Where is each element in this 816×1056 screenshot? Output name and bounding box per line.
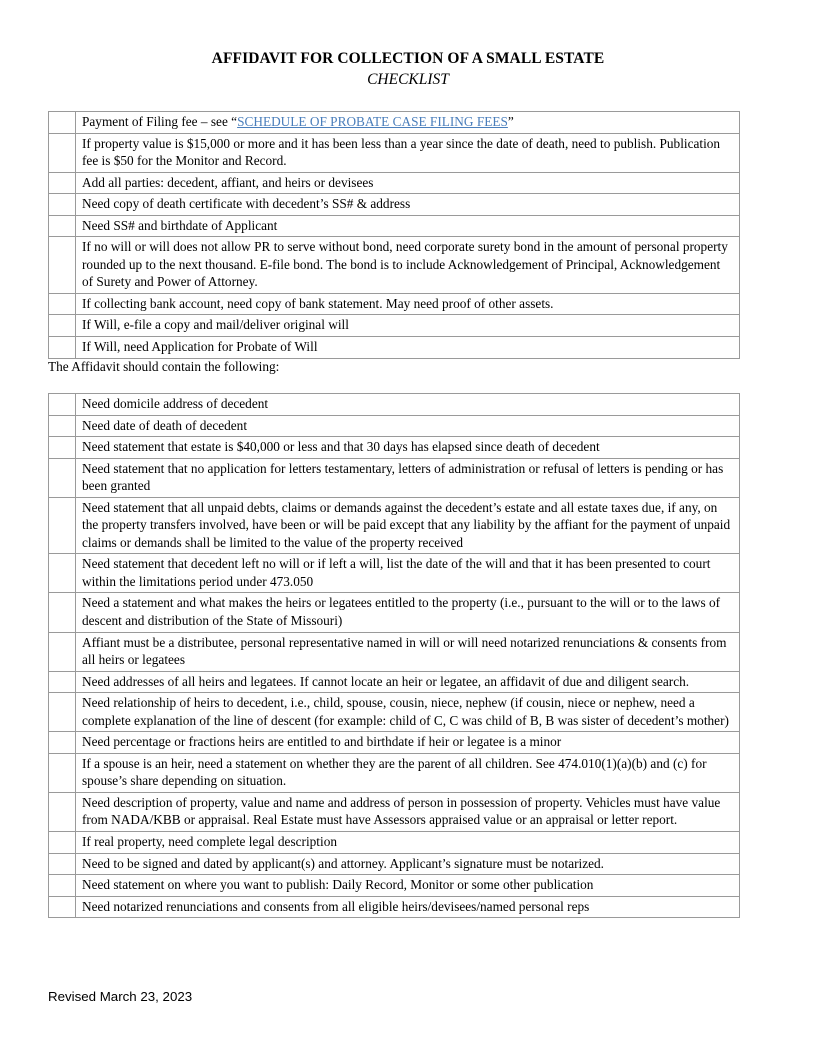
table-row (49, 415, 740, 437)
table-row (49, 133, 740, 172)
table-row (49, 593, 740, 632)
checklist-item-text: If property value is $15,000 or more and it has been less than a year since the date of death, need to publish. Publication fee is $50 for the Monitor and Record. (76, 133, 740, 172)
checklist-item-text: Need copy of death certificate with decedent’s SS# & address (76, 194, 740, 216)
filing-checklist-table (48, 111, 740, 359)
table-row (49, 112, 740, 134)
table-row (49, 497, 740, 554)
table-row (49, 896, 740, 918)
checkbox-cell[interactable] (49, 237, 76, 294)
table-row (49, 693, 740, 732)
checkbox-cell[interactable] (49, 753, 76, 792)
table-row (49, 293, 740, 315)
checklist-item-text: If a spouse is an heir, need a statement on whether they are the parent of all children. See 474.010(1)(a)(b) and (c) for spouse’s share depending on situation. (76, 753, 740, 792)
table-row (49, 315, 740, 337)
checkbox-cell[interactable] (49, 832, 76, 854)
checkbox-cell[interactable] (49, 875, 76, 897)
checklist-item-text: Need statement that no application for letters testamentary, letters of administration or refusal of letters is pending or has been granted (76, 458, 740, 497)
table-row (49, 237, 740, 294)
checkbox-cell[interactable] (49, 732, 76, 754)
checklist-item-text: Need domicile address of decedent (76, 394, 740, 416)
checkbox-cell[interactable] (49, 112, 76, 134)
checkbox-cell[interactable] (49, 671, 76, 693)
probate-fee-schedule-link[interactable]: SCHEDULE OF PROBATE CASE FILING FEES (237, 114, 508, 129)
checkbox-cell[interactable] (49, 194, 76, 216)
checklist-item-text: If Will, e-file a copy and mail/deliver original will (76, 315, 740, 337)
table-row (49, 394, 740, 416)
checklist-item-text: Need statement that all unpaid debts, claims or demands against the decedent’s estate and all estate taxes due, if any, on the property transfers involved, have been or will be paid except that any liability by the affiant for the payment of unpaid claims or demands shall be limited to the value of the property received (76, 497, 740, 554)
checklist-item-text: Need statement that decedent left no will or if left a will, list the date of the will and that it has been presented to court within the limitations period under 473.050 (76, 554, 740, 593)
filing-checklist-body (49, 112, 740, 359)
checkbox-cell[interactable] (49, 337, 76, 359)
checklist-item-text: Need SS# and birthdate of Applicant (76, 215, 740, 237)
checkbox-cell[interactable] (49, 593, 76, 632)
checkbox-cell[interactable] (49, 415, 76, 437)
affidavit-contents-body (49, 394, 740, 918)
checklist-item-text: Need description of property, value and name and address of person in possession of property. Vehicles must have value from NADA/KBB or appraisal. Real Estate must have Assessors appraised value or an appraisal or letter report. (76, 792, 740, 831)
table-row (49, 792, 740, 831)
checkbox-cell[interactable] (49, 172, 76, 194)
table-row (49, 753, 740, 792)
checklist-item-text: Need date of death of decedent (76, 415, 740, 437)
affidavit-contents-intro: The Affidavit should contain the following: (48, 359, 280, 374)
table-row (49, 632, 740, 671)
affidavit-contents-table (48, 393, 740, 918)
table-row (49, 437, 740, 459)
checklist-item-text: Need statement that estate is $40,000 or less and that 30 days has elapsed since death of decedent (76, 437, 740, 459)
checklist-item-text: If collecting bank account, need copy of bank statement. May need proof of other assets. (76, 293, 740, 315)
checklist-item-text: If Will, need Application for Probate of Will (76, 337, 740, 359)
checkbox-cell[interactable] (49, 315, 76, 337)
checkbox-cell[interactable] (49, 693, 76, 732)
table-row (49, 554, 740, 593)
checkbox-cell[interactable] (49, 497, 76, 554)
table-row (49, 853, 740, 875)
table-row (49, 458, 740, 497)
checklist-item-text: Need percentage or fractions heirs are entitled to and birthdate if heir or legatee is a minor (76, 732, 740, 754)
checkbox-cell[interactable] (49, 437, 76, 459)
checklist-item-text: Need to be signed and dated by applicant(s) and attorney. Applicant’s signature must be notarized. (76, 853, 740, 875)
table-row (49, 215, 740, 237)
checkbox-cell[interactable] (49, 133, 76, 172)
checkbox-cell[interactable] (49, 293, 76, 315)
checkbox-cell[interactable] (49, 632, 76, 671)
page-title: AFFIDAVIT FOR COLLECTION OF A SMALL ESTATE (211, 50, 605, 67)
checklist-item-text: Affiant must be a distributee, personal representative named in will or will need notarized renunciations & consents from all heirs or legatees (76, 632, 740, 671)
table-row (49, 194, 740, 216)
checklist-item-text: Payment of Filing fee – see “SCHEDULE OF PROBATE CASE FILING FEES” (76, 112, 740, 134)
checklist-item-text: Need statement on where you want to publish: Daily Record, Monitor or some other publication (76, 875, 740, 897)
table-row (49, 671, 740, 693)
checkbox-cell[interactable] (49, 896, 76, 918)
checkbox-cell[interactable] (49, 215, 76, 237)
checkbox-cell[interactable] (49, 792, 76, 831)
table-row (49, 337, 740, 359)
checkbox-cell[interactable] (49, 853, 76, 875)
checklist-item-text: If real property, need complete legal description (76, 832, 740, 854)
checklist-item-text: Need relationship of heirs to decedent, i.e., child, spouse, cousin, niece, nephew (if cousin, niece or nephew, need a complete explanation of the line of descent (for example: child of C, C was child of B, B was sister of decedent’s mother) (76, 693, 740, 732)
checklist-item-text: Need a statement and what makes the heirs or legatees entitled to the property (i.e., pursuant to the will or to the laws of descent and distribution of the State of Missouri) (76, 593, 740, 632)
checklist-item-text: Add all parties: decedent, affiant, and heirs or devisees (76, 172, 740, 194)
checklist-item-text: Need addresses of all heirs and legatees. If cannot locate an heir or legatee, an affidavit of due and diligent search. (76, 671, 740, 693)
table-row (49, 732, 740, 754)
checkbox-cell[interactable] (49, 458, 76, 497)
checklist-item-text: Need notarized renunciations and consents from all eligible heirs/devisees/named personal reps (76, 896, 740, 918)
checkbox-cell[interactable] (49, 554, 76, 593)
revision-date: Revised March 23, 2023 (48, 989, 193, 1004)
checkbox-cell[interactable] (49, 394, 76, 416)
table-row (49, 875, 740, 897)
table-row (49, 172, 740, 194)
checklist-item-text: If no will or will does not allow PR to serve without bond, need corporate surety bond in the amount of personal property rounded up to the next thousand. E-file bond. The bond is to include Acknowledgement of Principal, Acknowledgement of Surety and Power of Attorney. (76, 237, 740, 294)
table-row (49, 832, 740, 854)
page-subtitle: CHECKLIST (367, 71, 449, 88)
